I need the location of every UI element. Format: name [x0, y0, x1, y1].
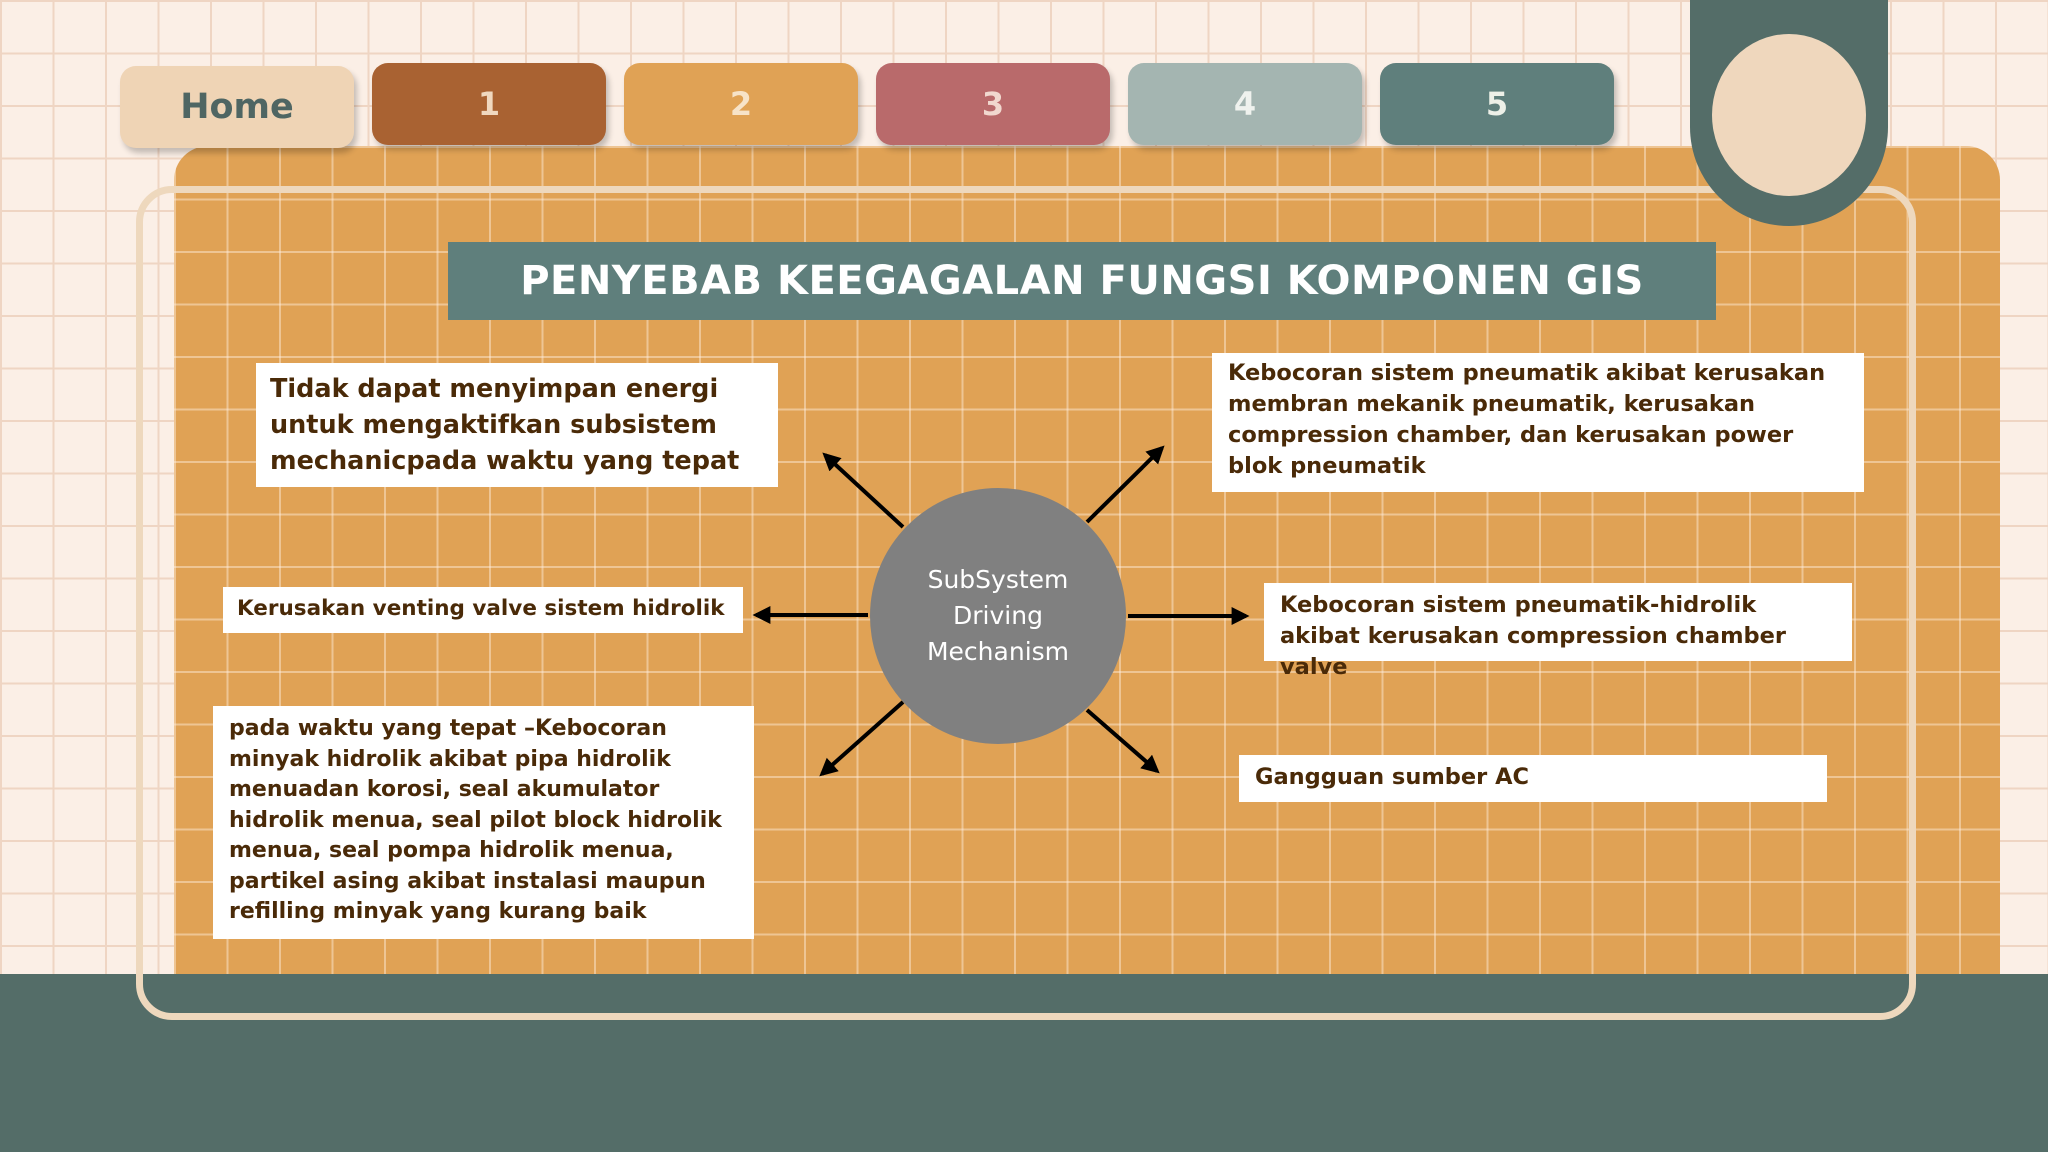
- hub-label-line: Mechanism: [926, 637, 1070, 666]
- cause-box-top-right: Kebocoran sistem pneumatik akibat kerusakan membran mekanik pneumatik, kerusakan compression chamber, dan kerusakan power blok pneumatik: [1212, 353, 1864, 492]
- page-title: PENYEBAB KEEGAGALAN FUNGSI KOMPONEN GIS: [448, 242, 1716, 320]
- tab-3[interactable]: 3: [876, 63, 1110, 145]
- hub-node: [870, 488, 1126, 744]
- tab-home[interactable]: Home: [120, 66, 354, 148]
- hub-label: [927, 562, 1069, 670]
- hub-label-line: SubSystem: [927, 565, 1069, 594]
- hub-label-line: Driving: [953, 601, 1043, 630]
- cause-box-middle-right: Kebocoran sistem pneumatik-hidrolik akibat kerusakan compression chamber valve: [1264, 583, 1852, 661]
- cause-box-middle-left: Kerusakan venting valve sistem hidrolik: [223, 587, 743, 633]
- cause-box-top-left: Tidak dapat menyimpan energi untuk mengaktifkan subsistem mechanicpada waktu yang tepat: [256, 363, 778, 487]
- arrow-bottom-left: [822, 702, 903, 774]
- tab-5[interactable]: 5: [1380, 63, 1614, 145]
- tab-1[interactable]: 1: [372, 63, 606, 145]
- arrow-bottom-right: [1087, 710, 1157, 771]
- arrow-top-right: [1087, 448, 1162, 522]
- arrow-top-left: [825, 455, 903, 527]
- cause-box-bottom-left: pada waktu yang tepat –Kebocoran minyak hidrolik akibat pipa hidrolik menuadan korosi, seal akumulator hidrolik menua, seal pilot block hidrolik menua, seal pompa hidrolik menua, partikel asing akibat instalasi maupun refilling minyak yang kurang baik: [213, 706, 754, 939]
- cause-box-bottom-right: Gangguan sumber AC: [1239, 755, 1827, 802]
- tab-2[interactable]: 2: [624, 63, 858, 145]
- tab-4[interactable]: 4: [1128, 63, 1362, 145]
